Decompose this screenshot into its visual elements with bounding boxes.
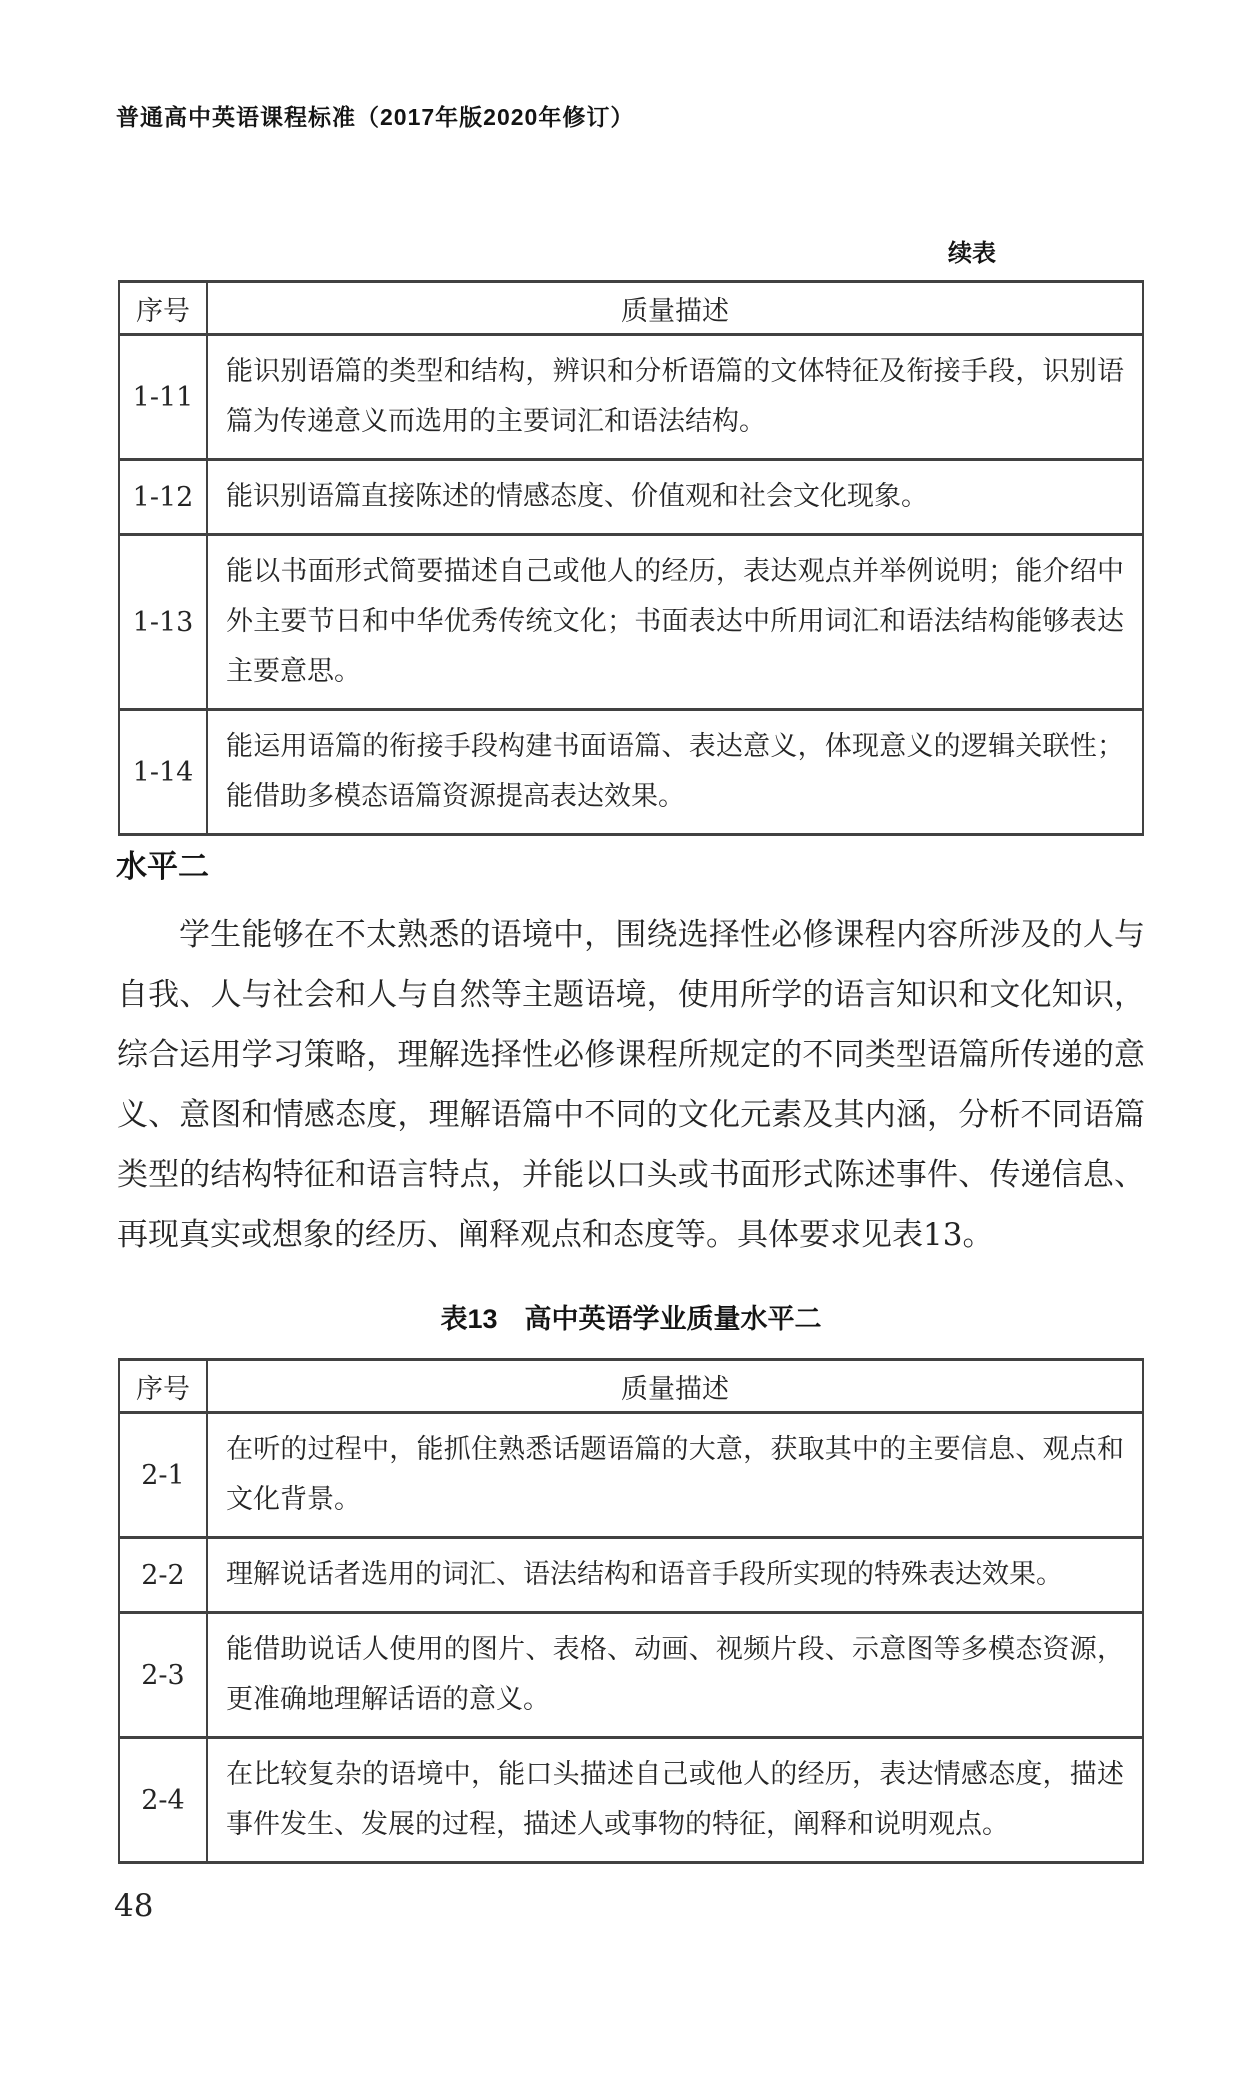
row-desc-cell: 理解说话者选用的词汇、语法结构和语音手段所实现的特殊表达效果。	[207, 1538, 1143, 1613]
row-desc-cell: 在听的过程中，能抓住熟悉话题语篇的大意，获取其中的主要信息、观点和文化背景。	[207, 1413, 1143, 1538]
column-header-desc: 质量描述	[207, 282, 1143, 335]
section-heading-level2: 水平二	[116, 849, 209, 884]
row-id-cell: 2-3	[119, 1613, 207, 1738]
row-desc-cell: 在比较复杂的语境中，能口头描述自己或他人的经历，表达情感态度，描述事件发生、发展的过程，描述人或事物的特征，阐释和说明观点。	[207, 1738, 1143, 1863]
table-row	[119, 1413, 1143, 1538]
table-header-row	[119, 282, 1143, 335]
page-number: 48	[114, 1888, 154, 1924]
running-header: 普通高中英语课程标准（2017年版2020年修订）	[116, 104, 635, 130]
row-desc-cell: 能识别语篇的类型和结构，辨识和分析语篇的文体特征及衔接手段，识别语篇为传递意义而选用的主要词汇和语法结构。	[207, 335, 1143, 460]
level2-description-paragraph: 学生能够在不太熟悉的语境中，围绕选择性必修课程内容所涉及的人与自我、人与社会和人与自然等主题语境，使用所学的语言知识和文化知识，综合运用学习策略，理解选择性必修课程所规定的不同类型语篇所传递的意义、意图和情感态度，理解语篇中不同的文化元素及其内涵，分析不同语篇类型的结构特征和语言特点，并能以口头或书面形式陈述事件、传递信息、再现真实或想象的经历、阐释观点和态度等。具体要求见表13。	[117, 917, 1145, 1253]
table-row	[119, 710, 1143, 835]
row-id-cell: 1-13	[119, 535, 207, 710]
quality-table-level1-continued	[118, 280, 1144, 836]
column-header-id: 序号	[119, 282, 207, 335]
table13-caption: 表13 高中英语学业质量水平二	[440, 1304, 822, 1334]
row-id-cell: 2-1	[119, 1413, 207, 1538]
table-row	[119, 1738, 1143, 1863]
row-id-cell: 1-14	[119, 710, 207, 835]
row-desc-cell: 能运用语篇的衔接手段构建书面语篇、表达意义，体现意义的逻辑关联性；能借助多模态语篇资源提高表达效果。	[207, 710, 1143, 835]
row-id-cell: 1-12	[119, 460, 207, 535]
continued-table-label: 续表	[948, 240, 996, 267]
table-header-row	[119, 1360, 1143, 1413]
row-desc-cell: 能以书面形式简要描述自己或他人的经历，表达观点并举例说明；能介绍中外主要节日和中华优秀传统文化；书面表达中所用词汇和语法结构能够表达主要意思。	[207, 535, 1143, 710]
column-header-id: 序号	[119, 1360, 207, 1413]
row-desc-cell: 能借助说话人使用的图片、表格、动画、视频片段、示意图等多模态资源，更准确地理解话语的意义。	[207, 1613, 1143, 1738]
table-row	[119, 535, 1143, 710]
row-id-cell: 2-2	[119, 1538, 207, 1613]
column-header-desc: 质量描述	[207, 1360, 1143, 1413]
row-id-cell: 1-11	[119, 335, 207, 460]
table-row	[119, 1613, 1143, 1738]
quality-table-level2	[118, 1358, 1144, 1864]
table-row	[119, 1538, 1143, 1613]
row-id-cell: 2-4	[119, 1738, 207, 1863]
row-desc-cell: 能识别语篇直接陈述的情感态度、价值观和社会文化现象。	[207, 460, 1143, 535]
table-row	[119, 460, 1143, 535]
table-row	[119, 335, 1143, 460]
